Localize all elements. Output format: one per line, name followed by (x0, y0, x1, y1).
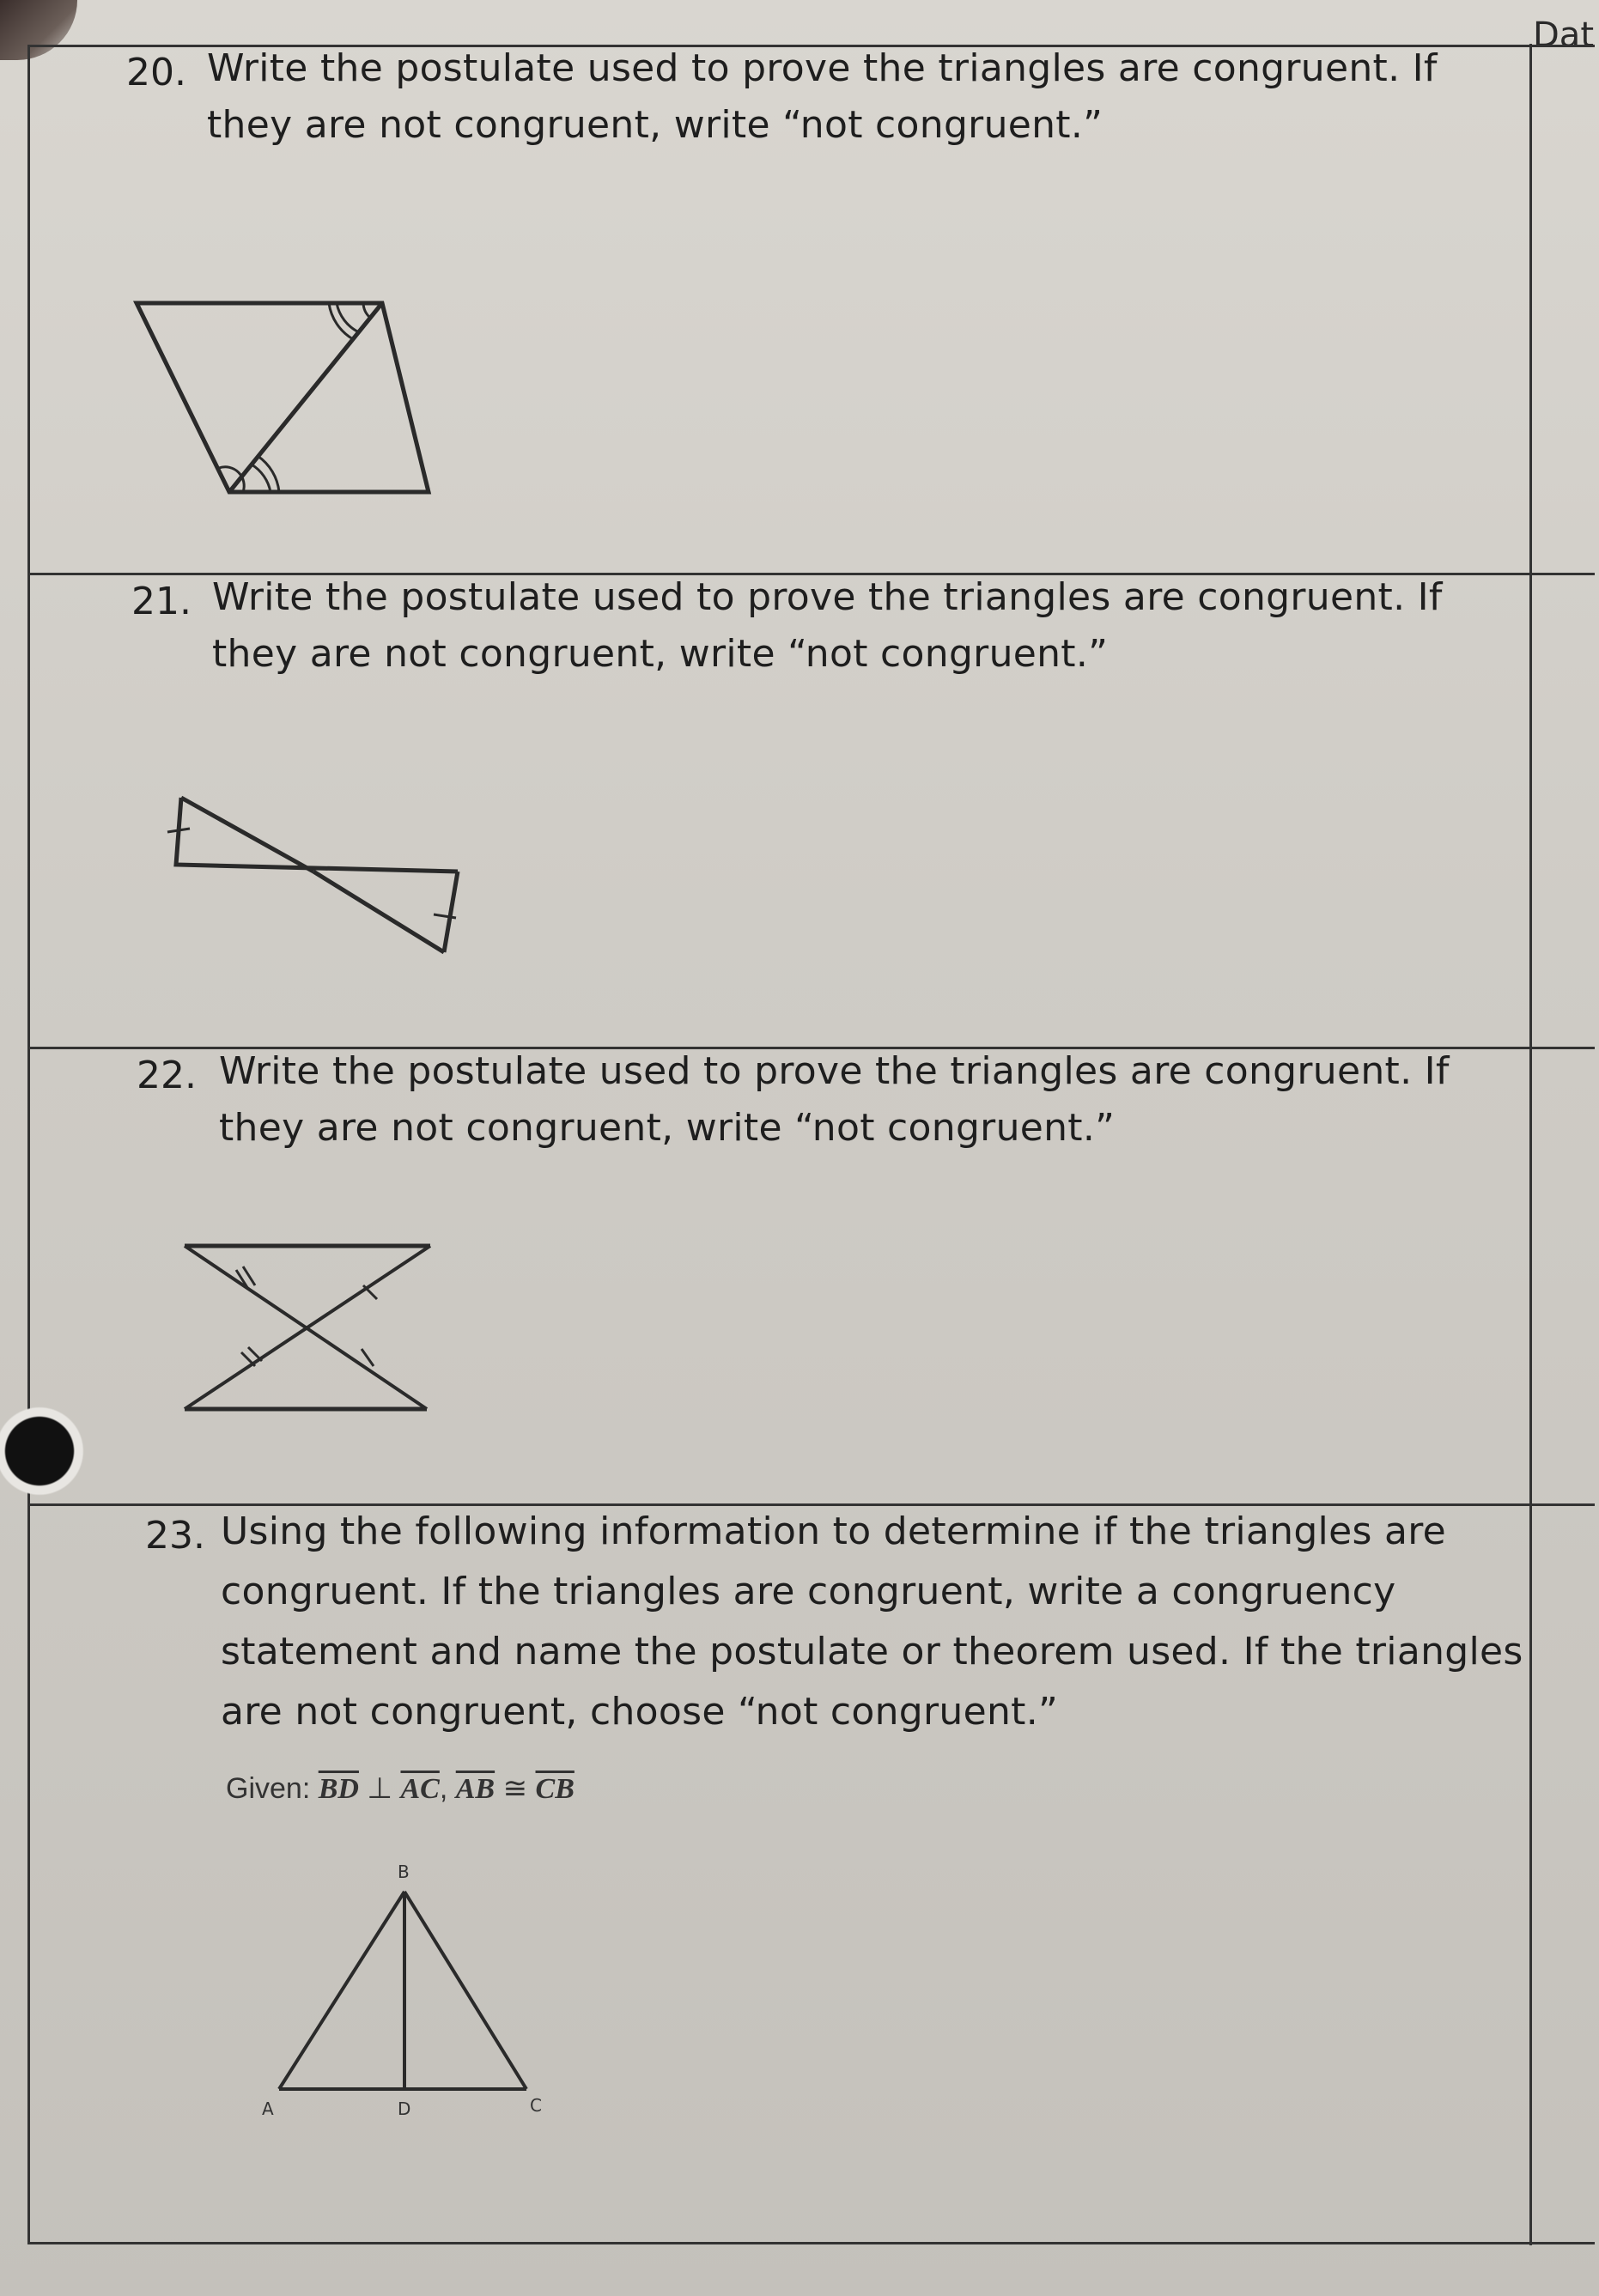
congruent-symbol: ≅ (502, 1772, 528, 1805)
perpendicular-symbol: ⊥ (367, 1772, 393, 1805)
vertex-label-b: B (398, 1862, 410, 1882)
question-number: 21. (131, 580, 192, 623)
segment-ab: $\overline{AB}$ (455, 1773, 496, 1805)
question-number: 23. (145, 1514, 205, 1558)
bowtie-triangles-figure (150, 787, 511, 985)
worksheet-table (27, 45, 1595, 2244)
question-22-row (30, 1047, 1595, 1506)
question-text-line: are not congruent, choose “not congruent.” (221, 1690, 1059, 1734)
question-text-line: Write the postulate used to prove the triangles are congruent. If (212, 575, 1443, 619)
date-label: Dat (1533, 15, 1594, 55)
given-label: Given: (226, 1772, 311, 1805)
question-text-line: Write the postulate used to prove the triangles are congruent. If (207, 46, 1438, 90)
question-number: 22. (137, 1054, 197, 1097)
question-text-line: Write the postulate used to prove the triangles are congruent. If (219, 1049, 1450, 1093)
question-text-line: Using the following information to determine if the triangles are (221, 1509, 1447, 1553)
segment-bd: $\overline{BD}$ (318, 1773, 359, 1805)
isosceles-triangle-figure (228, 1847, 571, 2130)
question-20-row (30, 47, 1595, 575)
question-text-line: statement and name the postulate or theorem used. If the triangles (221, 1630, 1523, 1673)
question-text-line: congruent. If the triangles are congruent, write a congruency (221, 1570, 1396, 1613)
segment-ac: $\overline{AC}$ (400, 1773, 440, 1805)
vertex-label-c: C (530, 2095, 542, 2116)
question-number: 20. (126, 51, 186, 94)
question-text-line: they are not congruent, write “not congruent.” (212, 632, 1109, 676)
given-comma: , (439, 1772, 448, 1805)
given-statement (226, 1771, 575, 1806)
hourglass-triangles-figure (176, 1236, 468, 1424)
question-23-row (30, 1503, 1595, 2242)
parallelogram-diagonal-figure (133, 296, 442, 519)
question-21-row (30, 573, 1595, 1049)
question-text-line: they are not congruent, write “not congruent.” (207, 103, 1103, 147)
segment-cb: $\overline{CB}$ (535, 1773, 575, 1805)
question-text-line: they are not congruent, write “not congruent.” (219, 1106, 1116, 1150)
vertex-label-d: D (398, 2099, 411, 2119)
vertex-label-a: A (262, 2099, 274, 2119)
